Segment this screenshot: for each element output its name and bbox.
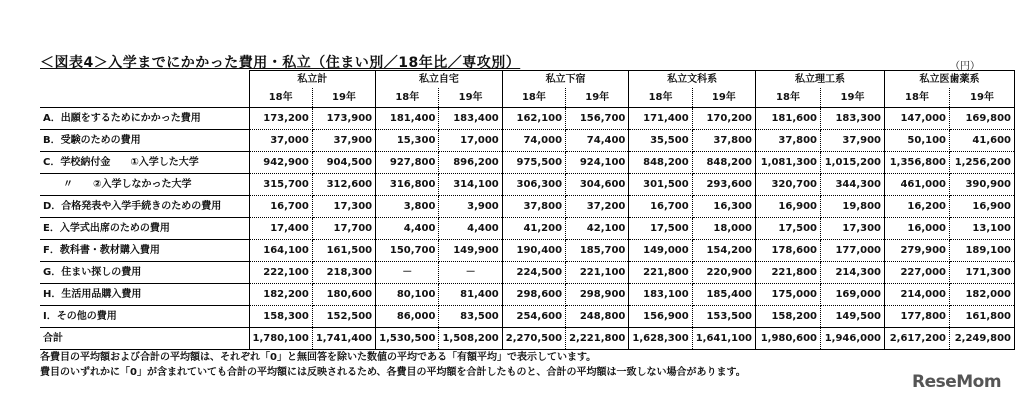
value-cell: 975,500 (502, 152, 565, 174)
value-cell: 156,700 (566, 108, 629, 130)
value-cell: 158,200 (756, 306, 821, 328)
year-header: 19年 (439, 88, 502, 108)
value-cell: 171,300 (950, 262, 1015, 284)
value-cell: 848,200 (629, 152, 692, 174)
value-cell: 189,100 (950, 240, 1015, 262)
value-cell: 180,600 (312, 284, 375, 306)
value-cell: 1,356,800 (885, 152, 950, 174)
value-cell: 2,221,800 (566, 328, 629, 350)
value-cell: 17,500 (629, 218, 692, 240)
row-label: E．入学式出席のための費用 (40, 218, 249, 240)
value-cell: 86,000 (376, 306, 439, 328)
group-header: 私立自宅 (376, 71, 503, 89)
value-cell: 37,900 (821, 130, 885, 152)
group-header: 私立医歯薬系 (885, 71, 1015, 89)
value-cell: 221,800 (629, 262, 692, 284)
value-cell: 222,100 (249, 262, 312, 284)
year-header: 19年 (821, 88, 885, 108)
footnote: 費目のいずれかに「0」が含まれていても合計の平均額には反映されるため、各費目の平均額を合計したものと、合計の平均額は一致しない場合があります。 (40, 367, 746, 378)
value-cell: 158,300 (249, 306, 312, 328)
value-cell: 304,600 (566, 174, 629, 196)
value-cell: 37,200 (566, 196, 629, 218)
value-cell: 248,800 (566, 306, 629, 328)
value-cell: 169,000 (821, 284, 885, 306)
value-cell: 17,300 (821, 218, 885, 240)
value-cell: 37,000 (249, 130, 312, 152)
value-cell: 15,300 (376, 130, 439, 152)
row-label: B．受験のための費用 (40, 130, 249, 152)
value-cell: 221,100 (566, 262, 629, 284)
value-cell: 2,617,200 (885, 328, 950, 350)
value-cell: 173,200 (249, 108, 312, 130)
table-row (40, 284, 1015, 306)
value-cell: 16,900 (950, 196, 1015, 218)
value-cell: 254,600 (502, 306, 565, 328)
value-cell: 175,000 (756, 284, 821, 306)
value-cell: 2,270,500 (502, 328, 565, 350)
value-cell: 1,081,300 (756, 152, 821, 174)
row-label: A．出願をするためにかかった費用 (40, 108, 249, 130)
value-cell: 1,628,300 (629, 328, 692, 350)
value-cell: 149,000 (629, 240, 692, 262)
row-label: I．その他の費用 (40, 306, 249, 328)
header-blank (40, 71, 249, 89)
value-cell: 17,400 (249, 218, 312, 240)
value-cell: 183,100 (629, 284, 692, 306)
value-cell: 147,000 (885, 108, 950, 130)
row-label: 合計 (40, 328, 249, 350)
value-cell: 170,200 (692, 108, 755, 130)
value-cell: 19,800 (821, 196, 885, 218)
value-cell: 37,900 (312, 130, 375, 152)
value-cell: 161,800 (950, 306, 1015, 328)
value-cell: － (439, 262, 502, 284)
table-row (40, 152, 1015, 174)
year-header: 18年 (249, 88, 312, 108)
value-cell: 312,600 (312, 174, 375, 196)
row-label: F．教科書・教材購入費用 (40, 240, 249, 262)
value-cell: 390,900 (950, 174, 1015, 196)
value-cell: 183,300 (821, 108, 885, 130)
value-cell: 37,800 (756, 130, 821, 152)
value-cell: 41,600 (950, 130, 1015, 152)
value-cell: 41,200 (502, 218, 565, 240)
value-cell: 1,508,200 (439, 328, 502, 350)
value-cell: 1,946,000 (821, 328, 885, 350)
value-cell: 942,900 (249, 152, 312, 174)
value-cell: 83,500 (439, 306, 502, 328)
cost-table (40, 70, 1015, 350)
value-cell: 16,300 (692, 196, 755, 218)
year-header: 19年 (312, 88, 375, 108)
value-cell: 182,000 (950, 284, 1015, 306)
table-title: ＜図表4＞入学までにかかった費用・私立（住まい別／18年比／専攻別） (40, 55, 521, 71)
value-cell: 227,000 (885, 262, 950, 284)
header-blank (40, 88, 249, 108)
footnote: 各費目の平均額および合計の平均額は、それぞれ「0」と無回答を除いた数値の平均である「有額平均」で表示しています。 (40, 352, 597, 363)
value-cell: 221,800 (756, 262, 821, 284)
value-cell: 190,400 (502, 240, 565, 262)
value-cell: 74,000 (502, 130, 565, 152)
value-cell: 17,000 (439, 130, 502, 152)
value-cell: 461,000 (885, 174, 950, 196)
value-cell: 293,600 (692, 174, 755, 196)
value-cell: 16,900 (756, 196, 821, 218)
value-cell: 154,200 (692, 240, 755, 262)
unit-label: （円） (950, 61, 980, 72)
value-cell: 1,256,200 (950, 152, 1015, 174)
table-row (40, 218, 1015, 240)
table-row (40, 328, 1015, 350)
value-cell: 1,980,600 (756, 328, 821, 350)
value-cell: 37,800 (692, 130, 755, 152)
resemom-logo (912, 372, 1001, 392)
value-cell: 178,600 (756, 240, 821, 262)
group-header: 私立理工系 (756, 71, 885, 89)
value-cell: 171,400 (629, 108, 692, 130)
value-cell: 80,100 (376, 284, 439, 306)
table-row (40, 306, 1015, 328)
value-cell: 927,800 (376, 152, 439, 174)
table-row (40, 196, 1015, 218)
value-cell: 18,000 (692, 218, 755, 240)
value-cell: 3,800 (376, 196, 439, 218)
value-cell: 181,600 (756, 108, 821, 130)
table-row (40, 108, 1015, 130)
value-cell: 214,000 (885, 284, 950, 306)
value-cell: 16,200 (885, 196, 950, 218)
table-row (40, 240, 1015, 262)
value-cell: 314,100 (439, 174, 502, 196)
year-header: 18年 (885, 88, 950, 108)
value-cell: 315,700 (249, 174, 312, 196)
row-label: C．学校納付金 ①入学した大学 (40, 152, 249, 174)
value-cell: 16,700 (629, 196, 692, 218)
value-cell: 344,300 (821, 174, 885, 196)
value-cell: 177,800 (885, 306, 950, 328)
value-cell: 17,500 (756, 218, 821, 240)
value-cell: 316,800 (376, 174, 439, 196)
year-header: 19年 (692, 88, 755, 108)
year-header: 18年 (376, 88, 439, 108)
value-cell: 896,200 (439, 152, 502, 174)
value-cell: 306,300 (502, 174, 565, 196)
value-cell: 149,900 (439, 240, 502, 262)
value-cell: 301,500 (629, 174, 692, 196)
value-cell: 298,600 (502, 284, 565, 306)
value-cell: 181,400 (376, 108, 439, 130)
value-cell: 904,500 (312, 152, 375, 174)
table-row (40, 174, 1015, 196)
value-cell: 173,900 (312, 108, 375, 130)
value-cell: 42,100 (566, 218, 629, 240)
value-cell: 220,900 (692, 262, 755, 284)
value-cell: 153,500 (692, 306, 755, 328)
value-cell: 164,100 (249, 240, 312, 262)
year-header: 19年 (566, 88, 629, 108)
value-cell: 17,300 (312, 196, 375, 218)
table-row (40, 130, 1015, 152)
value-cell: 185,700 (566, 240, 629, 262)
value-cell: 298,900 (566, 284, 629, 306)
value-cell: 848,200 (692, 152, 755, 174)
value-cell: 3,900 (439, 196, 502, 218)
value-cell: 320,700 (756, 174, 821, 196)
value-cell: 1,641,100 (692, 328, 755, 350)
value-cell: 4,400 (439, 218, 502, 240)
value-cell: 4,400 (376, 218, 439, 240)
group-header: 私立計 (249, 71, 376, 89)
value-cell: 150,700 (376, 240, 439, 262)
value-cell: 177,000 (821, 240, 885, 262)
value-cell: 152,500 (312, 306, 375, 328)
value-cell: 169,800 (950, 108, 1015, 130)
value-cell: － (376, 262, 439, 284)
value-cell: 1,530,500 (376, 328, 439, 350)
value-cell: 2,249,800 (950, 328, 1015, 350)
value-cell: 35,500 (629, 130, 692, 152)
value-cell: 1,741,400 (312, 328, 375, 350)
row-label: G．住まい探しの費用 (40, 262, 249, 284)
value-cell: 16,000 (885, 218, 950, 240)
value-cell: 149,500 (821, 306, 885, 328)
value-cell: 37,800 (502, 196, 565, 218)
year-header: 18年 (629, 88, 692, 108)
group-header: 私立下宿 (502, 71, 629, 89)
row-label: 〃 ②入学しなかった大学 (40, 174, 249, 196)
year-header: 19年 (950, 88, 1015, 108)
year-header: 18年 (502, 88, 565, 108)
value-cell: 182,200 (249, 284, 312, 306)
row-label: H．生活用品購入費用 (40, 284, 249, 306)
value-cell: 16,700 (249, 196, 312, 218)
value-cell: 924,100 (566, 152, 629, 174)
value-cell: 74,400 (566, 130, 629, 152)
group-header: 私立文科系 (629, 71, 756, 89)
logo-text: ReseMom (912, 372, 1002, 392)
value-cell: 183,400 (439, 108, 502, 130)
value-cell: 214,300 (821, 262, 885, 284)
value-cell: 161,500 (312, 240, 375, 262)
value-cell: 1,780,100 (249, 328, 312, 350)
table-row (40, 262, 1015, 284)
value-cell: 50,100 (885, 130, 950, 152)
value-cell: 1,015,200 (821, 152, 885, 174)
value-cell: 224,500 (502, 262, 565, 284)
value-cell: 17,700 (312, 218, 375, 240)
value-cell: 185,400 (692, 284, 755, 306)
value-cell: 81,400 (439, 284, 502, 306)
row-label: D．合格発表や入学手続きのための費用 (40, 196, 249, 218)
value-cell: 13,100 (950, 218, 1015, 240)
footnotes (40, 350, 746, 380)
value-cell: 218,300 (312, 262, 375, 284)
value-cell: 162,100 (502, 108, 565, 130)
value-cell: 279,900 (885, 240, 950, 262)
value-cell: 156,900 (629, 306, 692, 328)
year-header: 18年 (756, 88, 821, 108)
